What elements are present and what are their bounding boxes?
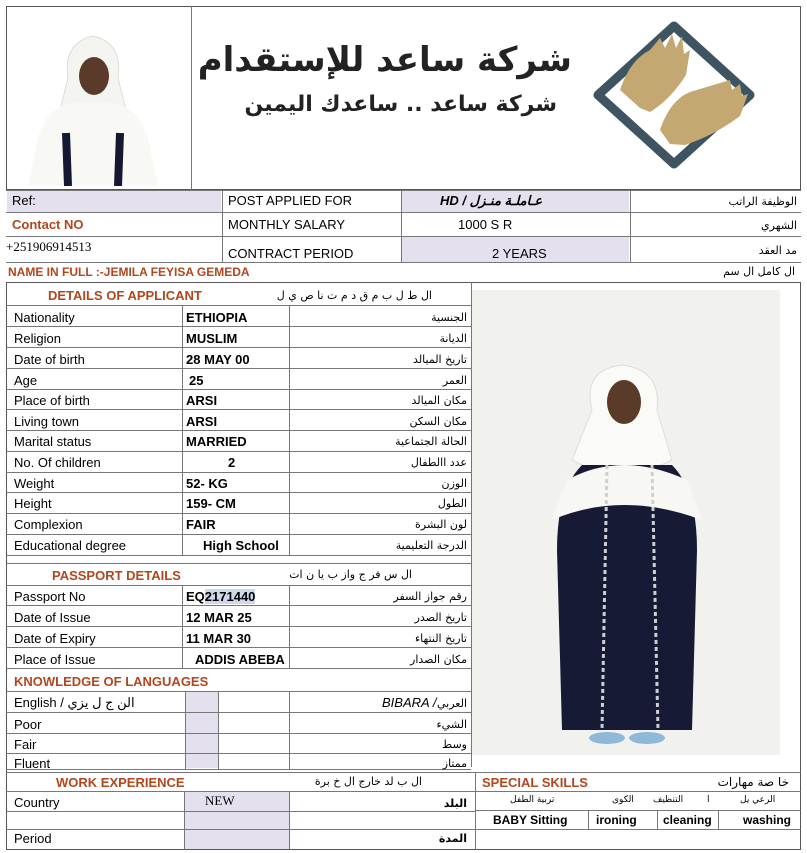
small-photo xyxy=(8,8,176,186)
detail-label: Complexion xyxy=(14,517,83,532)
contact-label: Contact NO xyxy=(12,217,84,232)
post-value: HD / عـاملـة منـزل xyxy=(440,193,543,208)
detail-ar: الدرجة التعليمية xyxy=(395,539,467,552)
passport-label: Date of Issue xyxy=(14,610,91,625)
skill-ar: تربية الطفل xyxy=(510,795,555,805)
skill-item: ironing xyxy=(596,813,637,827)
detail-label: Date of birth xyxy=(14,352,85,367)
english-label: English / الن ج ل يزي xyxy=(14,695,135,710)
work-header-ar: ال ب لد خارج ال خ برة xyxy=(314,775,422,788)
detail-ar: مكان الميالد xyxy=(411,394,467,407)
detail-ar: عدد االطفال xyxy=(410,456,467,469)
detail-ar: تاريخ الميالد xyxy=(413,353,467,366)
detail-label: Weight xyxy=(14,476,55,491)
detail-value: FAIR xyxy=(186,517,216,532)
contract-ar: مد العقد xyxy=(758,244,797,257)
skill-ar: التنظيف xyxy=(653,795,684,805)
skill-item: BABY Sitting xyxy=(493,813,568,827)
details-header: DETAILS OF APPLICANT xyxy=(48,288,202,303)
country-value: NEW xyxy=(205,793,235,808)
passport-label: Date of Expiry xyxy=(14,631,96,646)
passport-ar: مكان الصدار xyxy=(410,653,467,666)
detail-ar: الطول xyxy=(437,497,467,510)
passport-value: 11 MAR 30 xyxy=(186,631,252,646)
detail-ar: الوزن xyxy=(441,477,467,490)
contract-value: 2 YEARS xyxy=(492,246,547,261)
detail-ar: الحالة الجتماعية xyxy=(395,435,467,448)
salary-value: 1000 S R xyxy=(458,217,513,232)
detail-value: 2 xyxy=(228,455,236,470)
detail-label: Religion xyxy=(14,331,61,346)
language-level: Fluent xyxy=(14,756,51,771)
skill-item: washing xyxy=(743,813,792,827)
detail-label: Marital status xyxy=(14,434,92,449)
company-title-ar: شركة ساعد للإستقدام xyxy=(197,40,572,80)
post-ar: الوظيفة الراتب xyxy=(728,195,797,208)
detail-ar: الجنسية xyxy=(431,311,467,324)
passport-label: Passport No xyxy=(14,589,86,604)
skills-header: SPECIAL SKILLS xyxy=(482,775,588,790)
country-label: Country xyxy=(14,795,60,810)
ref-label: Ref: xyxy=(12,193,36,208)
post-label: POST APPLIED FOR xyxy=(228,193,353,208)
skill-ar: الكوى xyxy=(612,795,634,805)
detail-label: Age xyxy=(14,373,38,388)
passport-label: Place of Issue xyxy=(14,652,96,667)
full-name: NAME IN FULL :-JEMILA FEYISA GEMEDA xyxy=(8,265,250,279)
detail-label: No. Of children xyxy=(14,455,101,470)
header-divider xyxy=(191,6,192,190)
company-logo xyxy=(590,20,758,170)
skill-item: cleaning xyxy=(663,813,712,827)
arabic-label-ar: العربي xyxy=(436,697,467,710)
detail-value: High School xyxy=(203,538,279,553)
language-level: Fair xyxy=(14,737,37,752)
detail-value: 25 xyxy=(189,373,204,388)
company-subtitle-ar: شركة ساعد .. ساعدك اليمين xyxy=(244,92,557,117)
detail-label: Height xyxy=(14,496,52,511)
detail-value: 159- CM xyxy=(186,496,236,511)
detail-value: 52- KG xyxy=(186,476,228,491)
detail-value: ETHIOPIA xyxy=(186,310,248,325)
detail-ar: العمر xyxy=(442,374,467,387)
contact-value: +251906914513 xyxy=(6,239,92,254)
applicant-photo xyxy=(472,290,780,755)
arabic-label: BIBARA / xyxy=(382,695,437,710)
passport-ar: رقم جواز السفر xyxy=(393,590,467,603)
passport-number xyxy=(186,589,255,604)
detail-ar: لون البشرة xyxy=(415,518,467,531)
skill-ar: ا xyxy=(707,795,710,805)
work-header: WORK EXPERIENCE xyxy=(56,775,185,790)
detail-value: ARSI xyxy=(186,393,218,408)
salary-ar: الشهري xyxy=(761,219,797,232)
passport-number-highlight: 2171440 xyxy=(204,589,256,604)
detail-label: Nationality xyxy=(14,310,75,325)
passport-header-ar: ال س فر ج واز ب يا ن ات xyxy=(289,568,412,581)
details-header-ar: ال ط ل ب م ق د م ت نا ص ي ل xyxy=(276,289,432,302)
passport-ar: تاريخ الصدر xyxy=(414,611,467,624)
language-level-ar: وسط xyxy=(442,738,467,751)
full-name-ar: ال كامل ال سم xyxy=(723,265,795,278)
language-level-ar: الشيء xyxy=(436,718,467,731)
passport-value: ADDIS ABEBA xyxy=(195,652,285,667)
salary-label: MONTHLY SALARY xyxy=(228,217,346,232)
country-ar: البلد xyxy=(443,797,467,810)
skills-header-ar: خا صة مهارات xyxy=(717,775,789,789)
period-label: Period xyxy=(14,831,52,846)
passport-ar: تاريخ النتهاء xyxy=(414,632,467,645)
period-ar: المدة xyxy=(438,832,467,845)
passport-header: PASSPORT DETAILS xyxy=(52,568,181,583)
detail-label: Place of birth xyxy=(14,393,90,408)
skill-ar: الرعي يل xyxy=(740,795,776,805)
detail-ar: الديانة xyxy=(439,332,467,345)
detail-value: MARRIED xyxy=(186,434,247,449)
language-level: Poor xyxy=(14,717,42,732)
language-level-ar: ممتاز xyxy=(442,757,467,770)
detail-value: 28 MAY 00 xyxy=(186,352,250,367)
detail-label: Living town xyxy=(14,414,80,429)
languages-header: KNOWLEDGE OF LANGUAGES xyxy=(14,674,209,689)
detail-ar: مكان السكن xyxy=(409,415,467,428)
contract-label: CONTRACT PERIOD xyxy=(228,246,354,261)
detail-value: ARSI xyxy=(186,414,218,429)
passport-number-prefix: EQ xyxy=(186,589,205,604)
passport-value: 12 MAR 25 xyxy=(186,610,252,625)
detail-value: MUSLIM xyxy=(186,331,238,346)
detail-label: Educational degree xyxy=(14,538,127,553)
